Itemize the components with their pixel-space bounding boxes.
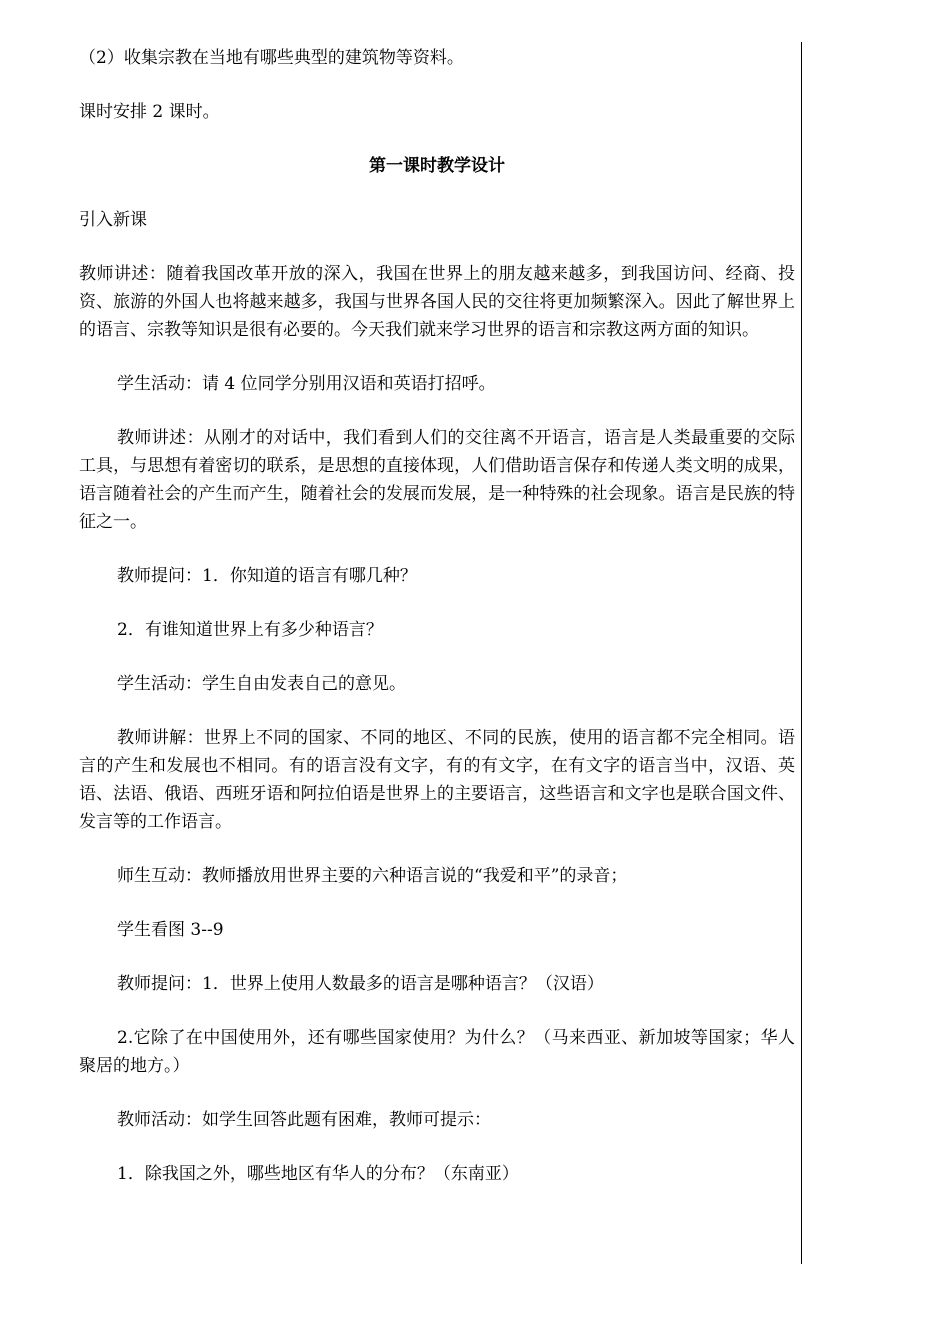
paragraph-intro-title: 引入新课: [79, 210, 147, 230]
paragraph-teacher-question-2: 2．有谁知道世界上有多少种语言？: [117, 620, 383, 640]
paragraph-question-most-used: 教师提问：1．世界上使用人数最多的语言是哪种语言？（汉语）: [117, 974, 604, 994]
right-margin-rule: [801, 42, 802, 1264]
paragraph-materials: （2）收集宗教在当地有哪些典型的建筑物等资料。: [79, 48, 464, 68]
paragraph-teacher-intro: 教师讲述：随着我国改革开放的深入，我国在世界上的朋友越来越多，到我国访问、经商、投资、旅游的外国人也将越来越多，我国与世界各国人民的交往将更加频繁深入。因此了解世界上的语言、宗教等知识是很有必要的。今天我们就来学习世界的语言和宗教这两方面的知识。: [79, 264, 795, 340]
paragraph-teacher-question-1: 教师提问：1．你知道的语言有哪几种？: [117, 566, 417, 586]
paragraph-student-activity-greeting: 学生活动：请 4 位同学分别用汉语和英语打招呼。: [117, 374, 496, 394]
paragraph-teacher-hint: 教师活动：如学生回答此题有困难，教师可提示：: [117, 1110, 491, 1130]
paragraph-teacher-explain: 教师讲解：世界上不同的国家、不同的地区、不同的民族，使用的语言都不完全相同。语言的产生和发展也不相同。有的语言没有文字，有的有文字，在有文字的语言当中，汉语、英语、法语、俄语、西班牙语和阿拉伯语是世界上的主要语言，这些语言和文字也是联合国文件、发言等的工作语言。: [79, 728, 795, 832]
paragraph-student-opinion: 学生活动：学生自由发表自己的意见。: [117, 674, 406, 694]
document-body: [79, 44, 795, 1188]
paragraph-schedule: 课时安排 2 课时。: [79, 102, 220, 122]
section-heading: 第一课时教学设计: [369, 156, 505, 176]
paragraph-teacher-language: 教师讲述：从刚才的对话中，我们看到人们的交往离不开语言，语言是人类最重要的交际工具，与思想有着密切的联系，是思想的直接体现，人们借助语言保存和传递人类文明的成果，语言随着社会的产生而产生，随着社会的发展而发展，是一种特殊的社会现象。语言是民族的特征之一。: [79, 428, 795, 532]
paragraph-hint-1: 1．除我国之外，哪些地区有华人的分布？（东南亚）: [117, 1164, 519, 1184]
paragraph-question-other-countries: 2.它除了在中国使用外，还有哪些国家使用？为什么？（马来西亚、新加坡等国家；华人聚居的地方。）: [79, 1028, 795, 1076]
paragraph-figure-ref: 学生看图 3--9: [117, 920, 224, 940]
paragraph-interaction: 师生互动：教师播放用世界主要的六种语言说的“我爱和平”的录音；: [117, 866, 628, 886]
